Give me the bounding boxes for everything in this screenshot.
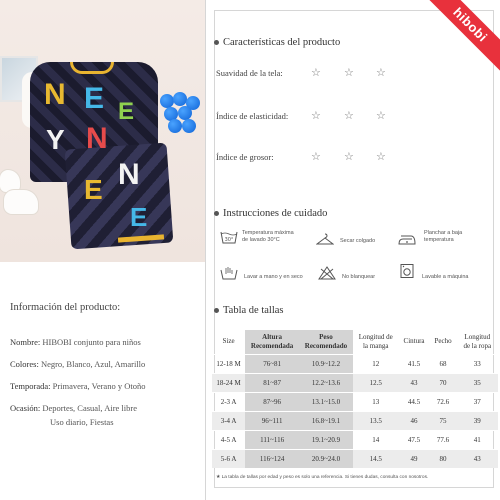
star-icon: ☆ (344, 66, 354, 79)
column-header (299, 330, 353, 354)
info-value: HIBOBI conjunto para niños (42, 337, 141, 347)
table-cell: 76~81 (245, 354, 299, 373)
info-occasion-row (10, 401, 205, 429)
table-row (212, 430, 498, 449)
table-cell: 12 (353, 354, 399, 373)
column-header: Size (222, 337, 235, 346)
bullet-icon (214, 308, 219, 313)
column-header (353, 330, 399, 354)
table-cell: 20.9~24.0 (299, 449, 353, 468)
svg-text:30°: 30° (224, 237, 234, 243)
table-cell: 41 (457, 430, 498, 449)
table-cell: 2-3 A (212, 392, 245, 411)
care-label (424, 230, 462, 244)
info-value: Deportes, Casual, Aire libre (42, 403, 137, 413)
column-header (245, 330, 299, 354)
rating-row-elasticity (216, 111, 486, 121)
print-letter: E (130, 202, 148, 232)
blue-pompom-balls (160, 92, 204, 136)
table-row (212, 449, 498, 468)
table-cell: 43 (457, 449, 498, 468)
brand-ribbon: hibobi (420, 0, 500, 75)
care-label: Lavable a máquina (422, 274, 469, 280)
table-cell: 70 (430, 373, 457, 392)
info-value: Primavera, Verano y Otoño (52, 381, 146, 391)
hand-wash-icon (220, 266, 238, 280)
print-letter: N (118, 158, 140, 191)
print-letter: E (84, 82, 105, 115)
no-bleach-icon (318, 266, 336, 280)
print-letter: Y (46, 124, 65, 155)
print-letter: E (84, 174, 103, 205)
care-title (214, 208, 327, 219)
wash-30-icon (220, 230, 238, 244)
table-cell: 12.5 (353, 373, 399, 392)
table-cell: 33 (457, 354, 498, 373)
table-cell: 77.6 (430, 430, 457, 449)
table-cell: 18-24 M (212, 373, 245, 392)
bullet-icon (214, 40, 219, 45)
star-icon: ☆ (344, 109, 354, 122)
care-label-line: de lavado 30°C (242, 237, 280, 243)
hanger-icon (316, 232, 334, 246)
rating-row-thickness (216, 152, 486, 162)
star-icon: ☆ (311, 66, 321, 79)
table-row (212, 411, 498, 430)
table-cell: 68 (430, 354, 457, 373)
table-cell: 12-18 M (212, 354, 245, 373)
table-row (212, 354, 498, 373)
rating-label: Índice de grosor: (216, 152, 274, 162)
table-cell: 81~87 (245, 373, 299, 392)
table-cell: 12.2~13.6 (299, 373, 353, 392)
table-header-row (212, 330, 498, 354)
table-cell: 37 (457, 392, 498, 411)
star-icon: ☆ (376, 66, 386, 79)
table-cell: 13 (353, 392, 399, 411)
table-cell: 96~111 (245, 411, 299, 430)
table-cell: 47.5 (399, 430, 430, 449)
rating-label: Suavidad de la tela: (216, 68, 283, 78)
table-cell: 46 (399, 411, 430, 430)
size-table-title (214, 305, 284, 316)
print-letter: N (44, 78, 66, 111)
column-header-text: Altura Recomendada (250, 332, 294, 350)
table-cell: 72.6 (430, 392, 457, 411)
size-table-note: ★ La tabla de tallas por edad y peso es solo una referencia. Si tienes dudas, consulta con nosotros. (216, 475, 429, 480)
star-icon: ☆ (376, 109, 386, 122)
info-season-row (10, 379, 205, 393)
info-name-row (10, 335, 205, 349)
details-panel (205, 0, 500, 500)
star-icon: ☆ (311, 150, 321, 163)
sneaker-image (0, 170, 20, 192)
info-label: Temporada: (10, 381, 51, 391)
care-label: No blanquear (342, 274, 376, 280)
print-letter: E (118, 98, 135, 125)
column-header-text: Longitud de la ropa (463, 332, 492, 350)
table-cell: 13.1~15.0 (299, 392, 353, 411)
table-cell: 5-6 A (212, 449, 245, 468)
characteristics-title (214, 37, 340, 48)
product-info (0, 262, 205, 500)
column-header: Pecho (434, 337, 452, 346)
table-cell: 44.5 (399, 392, 430, 411)
rating-row-softness (216, 68, 486, 78)
table-cell: 3-4 A (212, 411, 245, 430)
table-cell: 80 (430, 449, 457, 468)
bullet-icon (214, 211, 219, 216)
star-icon: ☆ (344, 150, 354, 163)
table-cell: 4-5 A (212, 430, 245, 449)
size-table (212, 330, 498, 468)
info-label: Nombre: (10, 337, 41, 347)
section-title-text: Características del producto (223, 37, 341, 48)
table-row (212, 373, 498, 392)
table-cell: 16.8~19.1 (299, 411, 353, 430)
shirt-collar (70, 62, 114, 74)
section-title-text: Tabla de tallas (223, 305, 284, 316)
info-value: Uso diario, Fiestas (50, 417, 114, 427)
table-cell: 116~124 (245, 449, 299, 468)
table-cell: 75 (430, 411, 457, 430)
rating-label: Índice de elasticidad: (216, 111, 289, 121)
care-label (242, 230, 294, 244)
column-header-text: Longitud de la manga (358, 332, 393, 350)
info-label: Colores: (10, 359, 39, 369)
info-colors-row (10, 357, 205, 371)
print-letter: N (86, 122, 108, 155)
product-photo (0, 0, 205, 262)
care-label: Lavar a mano y en seco (244, 274, 303, 280)
table-cell: 10.9~12.2 (299, 354, 353, 373)
column-header: Cintura (403, 337, 425, 346)
table-cell: 41.5 (399, 354, 430, 373)
info-label: Ocasión: (10, 403, 41, 413)
care-label-line: temperatura (424, 237, 454, 243)
table-cell: 14 (353, 430, 399, 449)
section-title-text: Instrucciones de cuidado (223, 208, 328, 219)
table-cell: 35 (457, 373, 498, 392)
star-icon: ☆ (376, 150, 386, 163)
table-cell: 19.1~20.9 (299, 430, 353, 449)
info-value: Negro, Blanco, Azul, Amarillo (40, 359, 146, 369)
table-row (212, 392, 498, 411)
care-label-line: Temperatura máxima (242, 230, 294, 236)
table-cell: 14.5 (353, 449, 399, 468)
table-cell: 87~96 (245, 392, 299, 411)
product-info-title: Información del producto: (10, 302, 121, 313)
table-cell: 39 (457, 411, 498, 430)
care-label: Secar colgado (340, 238, 376, 244)
iron-low-icon (398, 232, 416, 246)
machine-wash-icon (398, 264, 416, 278)
care-label-line: Planchar a baja (424, 230, 463, 236)
table-cell: 49 (399, 449, 430, 468)
star-icon: ☆ (311, 109, 321, 122)
table-cell: 13.5 (353, 411, 399, 430)
table-cell: 43 (399, 373, 430, 392)
sneaker-image (4, 190, 38, 214)
column-header (457, 330, 498, 354)
column-header-text: Peso Recomendado (304, 332, 348, 350)
table-cell: 111~116 (245, 430, 299, 449)
